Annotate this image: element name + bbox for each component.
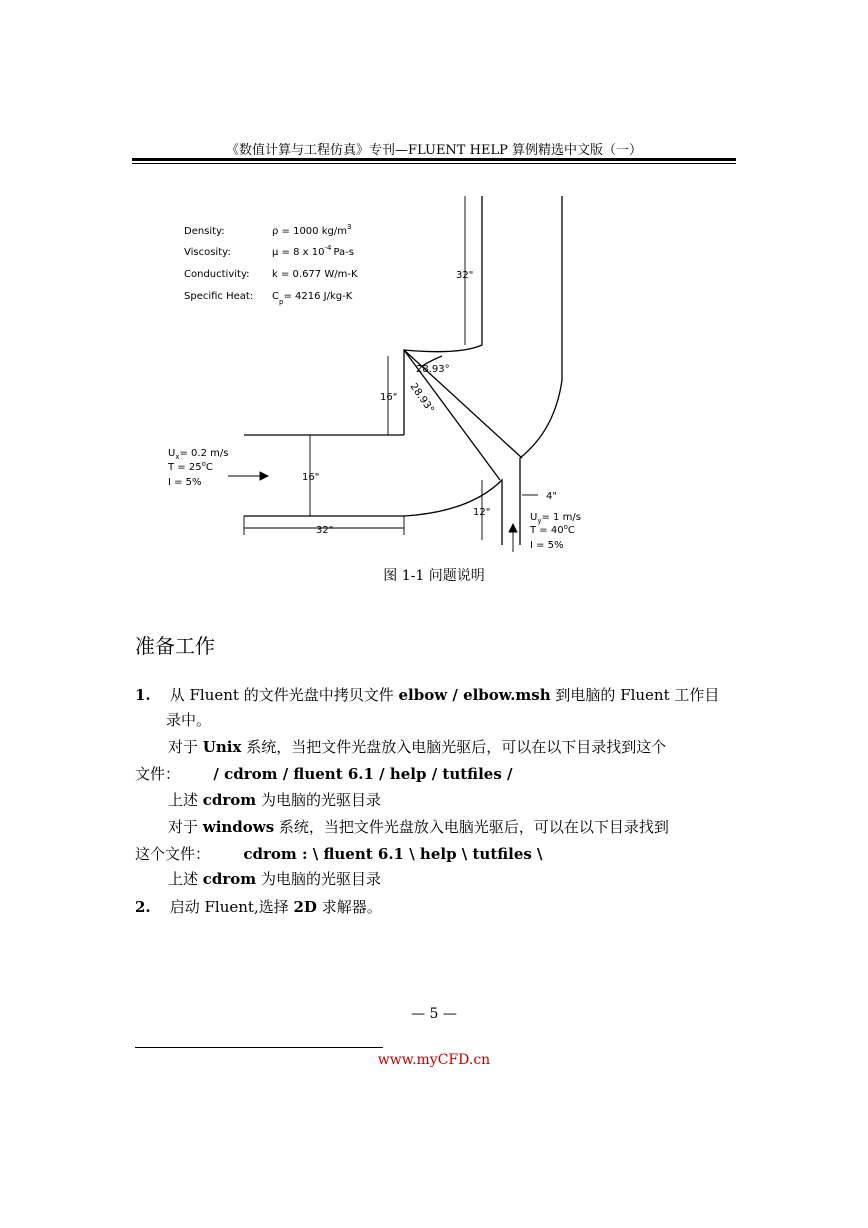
dim-32-top: 32": [456, 270, 474, 281]
density-label: Density:: [184, 226, 225, 237]
step1-line2: 录中。: [166, 711, 212, 729]
unix-line2: 文件： / cdrom / fluent 6.1 / help / tutfiles /: [135, 765, 513, 783]
elbow-geometry-figure: [160, 190, 600, 560]
inlet-left-temperature: $T = 25^oC$: [168, 460, 213, 473]
header-rule-thick: [132, 158, 736, 161]
dim-16-mid: 16": [380, 392, 398, 403]
dim-16-left: 16": [302, 472, 320, 483]
conductivity-label: Conductivity:: [184, 269, 250, 280]
inlet-bottom-velocity: $U_y= 1$ m/s: [530, 512, 581, 525]
specific-heat-value: $C_p= 4216$ J/kg-K: [272, 291, 353, 306]
page-header: 《数值计算与工程仿真》专刊—FLUENT HELP 算例精选中文版（一）: [226, 143, 642, 158]
angle-label-2: 28.93°: [407, 381, 436, 416]
dim-12: 12": [473, 507, 491, 518]
elbow-outer-wall: [520, 196, 562, 458]
inlet-left-velocity: $U_x= 0.2$ m/s: [168, 448, 229, 461]
density-value: ρ = 1000 $kg/m^3$: [272, 223, 352, 237]
angle-label-1: 28.93°: [416, 364, 450, 375]
note1: 上述 cdrom 为电脑的光驱目录: [168, 791, 381, 809]
header-rule-thin: [132, 163, 736, 164]
viscosity-value: μ = 8 x $10^{-4}$ Pa-s: [272, 244, 354, 258]
dim-32-bottom: 32": [316, 525, 334, 536]
step2: 2. 启动 Fluent,选择 2D 求解器。: [135, 898, 382, 916]
unix-line1: 对于 Unix 系统，当把文件光盘放入电脑光驱后，可以在以下目录找到这个: [168, 738, 667, 756]
footnote-rule: [135, 1047, 383, 1048]
inlet-bottom-intensity: I = 5%: [530, 540, 564, 551]
windows-line1: 对于 windows 系统，当把文件光盘放入电脑光驱后，可以在以下目录找到: [168, 818, 669, 836]
viscosity-label: Viscosity:: [184, 247, 231, 258]
footer-url-link[interactable]: www.myCFD.cn: [377, 1052, 491, 1068]
inlet-bottom-temperature: $T = 40^oC$: [530, 523, 575, 536]
inlet-left-intensity: I = 5%: [168, 477, 202, 488]
step1-line1: 1. 从 Fluent 的文件光盘中拷贝文件 elbow / elbow.msh 到电脑的 Fluent 工作目: [135, 686, 720, 704]
figure-caption: 图 1-1 问题说明: [383, 568, 485, 584]
conductivity-value: k = 0.677 W/m-K: [272, 269, 358, 280]
dim-4: 4": [546, 491, 557, 502]
specific-heat-label: Specific Heat:: [184, 291, 254, 302]
windows-line2: 这个文件： cdrom : \ fluent 6.1 \ help \ tutfiles \: [135, 845, 543, 863]
section-title: 准备工作: [135, 634, 215, 658]
note2: 上述 cdrom 为电脑的光驱目录: [168, 870, 381, 888]
page-number: — 5 —: [411, 1006, 457, 1022]
